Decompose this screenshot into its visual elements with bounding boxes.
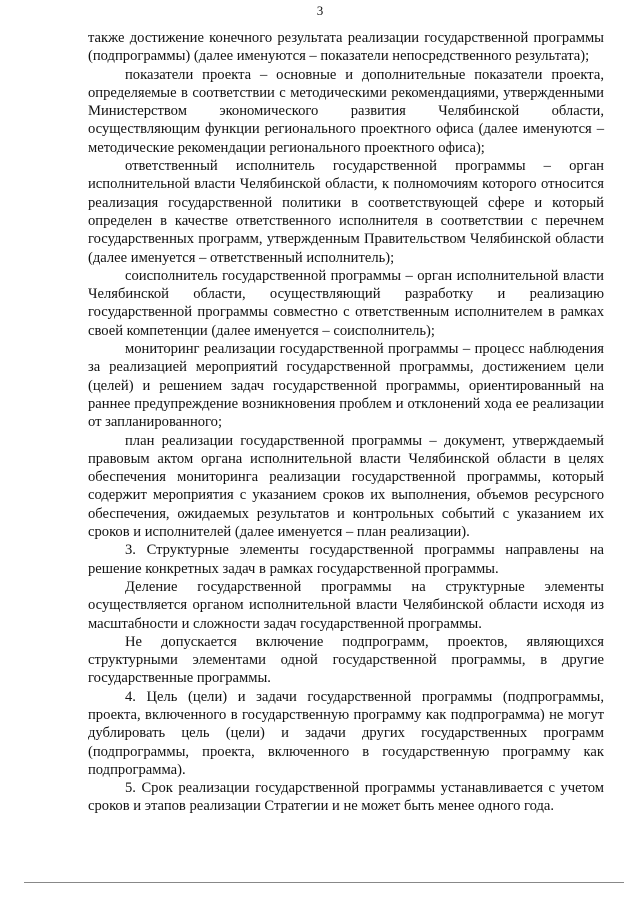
footer-divider: [24, 882, 624, 883]
paragraph: 4. Цель (цели) и задачи государственной программы (подпрограммы, проекта, включенного в государственную программу как подпрограмма) не могут дублировать цель (цели) и задачи других государственных программ (подпрограммы, проекта, включенного в государственную программу как подпрограмма).: [88, 688, 604, 778]
paragraph: 3. Структурные элементы государственной программы направлены на решение конкретных задач в рамках государственной программы.: [88, 542, 604, 577]
paragraph: соисполнитель государственной программы – орган исполнительной власти Челябинской области, осуществляющий разработку и реализацию государственной программы совместно с ответственным исполнителем в рамках своей компетенции (далее именуется – соисполнитель);: [88, 267, 604, 339]
page-number: 3: [316, 3, 324, 18]
paragraph: также достижение конечного результата реализации государственной программы (подпрограммы) (далее именуются – показатели непосредственного результата);: [88, 30, 604, 65]
paragraph: мониторинг реализации государственной программы – процесс наблюдения за реализацией мероприятий государственной программы, достижением цели (целей) и решением задач государственной программы, ориентированный на раннее предупреждение возникновения проблем и отклонений хода ее реализации от запланированного;: [88, 341, 604, 431]
paragraph: план реализации государственной программы – документ, утверждаемый правовым актом органа исполнительной власти Челябинской области в целях обеспечения мониторинга реализации государственной программы, который содержит мероприятия с указанием сроков их выполнения, объемов ресурсного обеспечения, ожидаемых результатов и контрольных событий с указанием их сроков и исполнителей (далее именуется – план реализации).: [88, 432, 604, 541]
paragraph: 5. Срок реализации государственной программы устанавливается с учетом сроков и этапов реализации Стратегии и не может быть менее одного года.: [88, 780, 604, 815]
paragraph: Деление государственной программы на структурные элементы осуществляется органом исполнительной власти Челябинской области исходя из масштабности и сложности задач государственной программы.: [88, 578, 604, 632]
document-body: [88, 29, 604, 816]
paragraph: Не допускается включение подпрограмм, проектов, являющихся структурными элементами одной государственной программы, в другие государственные программы.: [88, 633, 604, 687]
paragraph: ответственный исполнитель государственной программы – орган исполнительной власти Челябинской области, к полномочиям которого относится реализация государственной политики в соответствующей сфере и который определен в качестве ответственного исполнителя в соответствии с перечнем государственных программ, утвержденным Правительством Челябинской области (далее именуется – ответственный исполнитель);: [88, 158, 604, 266]
paragraph: показатели проекта – основные и дополнительные показатели проекта, определяемые в соответствии с методическими рекомендациями, утвержденными Министерством экономического развития Челябинской области, осуществляющим функции регионального проектного офиса (далее именуются – методические рекомендации регионального проектного офиса);: [88, 66, 604, 156]
